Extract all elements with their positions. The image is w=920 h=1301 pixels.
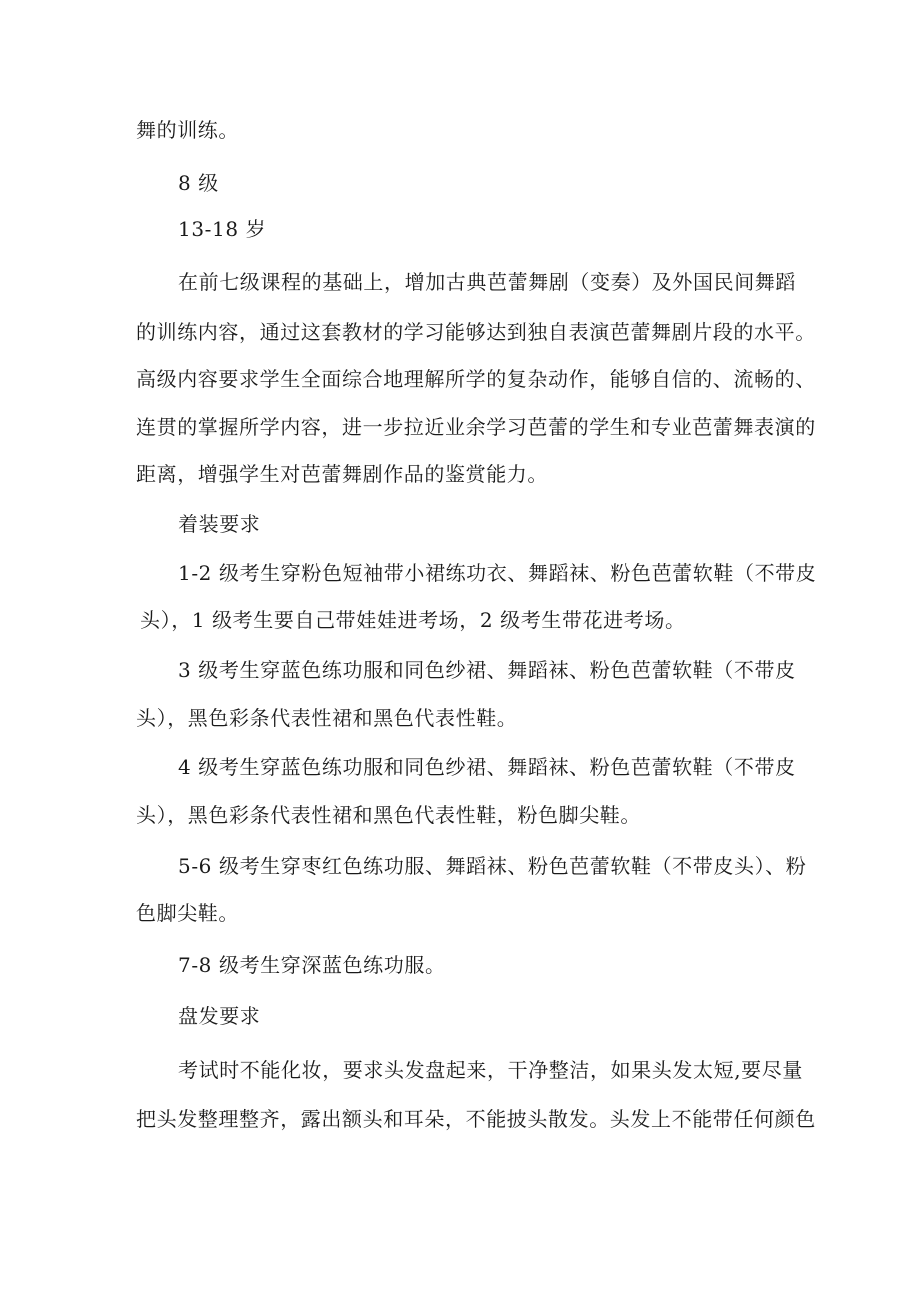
paragraph-line: 考试时不能化妆，要求头发盘起来，干净整洁，如果头发太短,要尽量 — [178, 1058, 803, 1082]
section-heading-hair: 盘发要求 — [178, 1004, 261, 1028]
paragraph-line: 高级内容要求学生全面综合地理解所学的复杂动作，能够自信的、流畅的、 — [136, 367, 816, 391]
level-heading: 8 级 — [178, 171, 219, 195]
text-line: 舞的训练。 — [136, 118, 239, 142]
paragraph-line: 7-8 级考生穿深蓝色练功服。 — [178, 953, 446, 977]
paragraph-line: 头），黑色彩条代表性裙和黑色代表性鞋，粉色脚尖鞋。 — [136, 803, 641, 827]
paragraph-line: 色脚尖鞋。 — [136, 901, 239, 925]
paragraph-line: 头），1 级考生要自己带娃娃进考场，2 级考生带花进考场。 — [140, 608, 686, 632]
paragraph-line: 在前七级课程的基础上，增加古典芭蕾舞剧（变奏）及外国民间舞蹈 — [178, 270, 796, 294]
paragraph-line: 4 级考生穿蓝色练功服和同色纱裙、舞蹈袜、粉色芭蕾软鞋（不带皮 — [178, 755, 796, 779]
age-range: 13-18 岁 — [178, 217, 267, 241]
paragraph-line: 1-2 级考生穿粉色短袖带小裙练功衣、舞蹈袜、粉色芭蕾软鞋（不带皮 — [178, 561, 817, 585]
paragraph-line: 头），黑色彩条代表性裙和黑色代表性鞋。 — [136, 706, 518, 730]
paragraph-line: 把头发整理整齐，露出额头和耳朵，不能披头散发。头发上不能带任何颜色 — [136, 1107, 816, 1131]
paragraph-line: 连贯的掌握所学内容，进一步拉近业余学习芭蕾的学生和专业芭蕾舞表演的 — [136, 415, 816, 439]
section-heading-dress: 着装要求 — [178, 512, 261, 536]
paragraph-line: 3 级考生穿蓝色练功服和同色纱裙、舞蹈袜、粉色芭蕾软鞋（不带皮 — [178, 658, 796, 682]
paragraph-line: 的训练内容，通过这套教材的学习能够达到独自表演芭蕾舞剧片段的水平。 — [136, 320, 816, 344]
paragraph-line: 距离，增强学生对芭蕾舞剧作品的鉴赏能力。 — [136, 462, 548, 486]
paragraph-line: 5-6 级考生穿枣红色练功服、舞蹈袜、粉色芭蕾软鞋（不带皮头）、粉 — [178, 854, 807, 878]
